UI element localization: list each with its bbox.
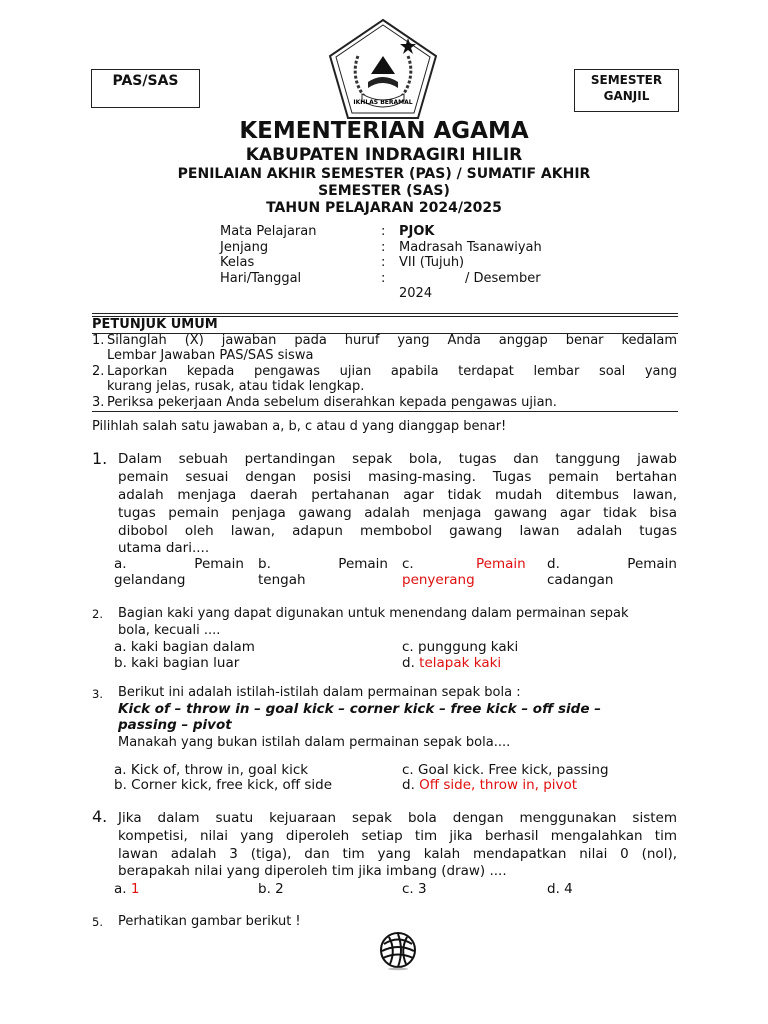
q1-line: dibobol oleh lawan, adapun membobol gawang lawan adalah tugas [118, 523, 677, 539]
q3-option-c[interactable]: c. Goal kick. Free kick, passing [402, 762, 609, 778]
regency-subtitle: KABUPATEN INDRAGIRI HILIR [245, 145, 523, 165]
info-value-level: Madrasah Tsanawiyah [399, 240, 542, 255]
q4-number: 4. [92, 807, 108, 826]
q3-option-d-answer: Off side, throw in, pivot [419, 777, 578, 793]
info-label-subject: Mata Pelajaran [220, 224, 317, 239]
q2-option-d-letter: d. [402, 655, 415, 671]
q3-intro: Berikut ini adalah istilah-istilah dalam permainan sepak bola : [118, 685, 521, 700]
instruction-2-line2: kurang jelas, rusak, atau tidak lengkap. [107, 379, 365, 394]
info-label-class: Kelas [220, 255, 255, 270]
q2-option-d-answer: telapak kaki [419, 655, 502, 671]
info-colon: : [381, 271, 386, 286]
q2-line1: Bagian kaki yang dapat digunakan untuk menendang dalam permainan sepak [118, 606, 629, 621]
instruction-1-line1: Silanglah (X) jawaban pada huruf yang Anda anggap benar kedalam [107, 333, 677, 348]
pas-sas-label: PAS/SAS [91, 69, 200, 108]
info-value-subject: PJOK [399, 224, 435, 239]
info-colon: : [381, 224, 386, 239]
instruction-2-line1: Laporkan kepada pengawas ujian apabila terdapat lembar soal yang [107, 364, 677, 379]
info-value-date: / Desember [465, 271, 541, 286]
q4-option-a-letter: a. [114, 881, 127, 897]
exam-title-line2: SEMESTER (SAS) [318, 183, 450, 199]
instructions-title: PETUNJUK UMUM [92, 317, 218, 332]
q2-option-b[interactable]: b. kaki bagian luar [114, 655, 240, 671]
q1-option-b-cont: tengah [258, 572, 306, 588]
q1-option-a-cont: gelandang [114, 572, 186, 588]
q4-line: kompetisi, nilai yang diperoleh setiap tim jika berhasil mengalahkan tim [118, 828, 677, 844]
q2-number: 2. [92, 607, 103, 621]
q1-line: Dalam sebuah pertandingan sepak bola, tugas dan tanggung jawab [118, 451, 677, 467]
info-label-date: Hari/Tanggal [220, 271, 302, 286]
rule-top [92, 313, 678, 314]
q4-line: Jika dalam suatu kejuaraan sepak bola dengan menggunakan sistem [118, 810, 677, 826]
instruction-num-2: 2. [92, 364, 105, 379]
q1-line: adalah menjaga daerah pertahanan agar tidak mudah ditembus lawan, [118, 487, 677, 503]
choose-instruction: Pilihlah salah satu jawaban a, b, c atau d yang dianggap benar! [92, 419, 507, 434]
q3-option-d[interactable] [402, 777, 577, 793]
q3-option-a[interactable]: a. Kick of, throw in, goal kick [114, 762, 309, 778]
info-colon: : [381, 240, 386, 255]
instruction-num-3: 3. [92, 395, 105, 410]
ministry-title: KEMENTERIAN AGAMA [239, 118, 529, 144]
q2-option-d[interactable] [402, 655, 501, 671]
q4-option-b[interactable]: b. 2 [258, 881, 284, 897]
q4-option-c[interactable]: c. 3 [402, 881, 427, 897]
logo-motto: IKHLAS BERAMAL [353, 99, 413, 106]
semester-line1: SEMESTER [590, 73, 663, 87]
q5-text: Perhatikan gambar berikut ! [118, 914, 301, 929]
q3-terms-line2: passing – pivot [118, 717, 232, 733]
q4-option-a-answer: 1 [130, 881, 140, 897]
instruction-1-line2: Lembar Jawaban PAS/SAS siswa [107, 348, 314, 363]
q3-option-d-letter: d. [402, 777, 415, 793]
sepak-takraw-ball-image [376, 931, 420, 971]
kemenag-logo [326, 16, 440, 122]
exam-title-line1: PENILAIAN AKHIR SEMESTER (PAS) / SUMATIF AKHIR [177, 166, 591, 182]
q1-line: tugas pemain penjaga gawang adalah menjaga gawang agar tidak bisa [118, 505, 677, 521]
q3-option-b[interactable]: b. Corner kick, free kick, off side [114, 777, 333, 793]
q2-option-c[interactable]: c. punggung kaki [402, 639, 519, 655]
q1-option-a[interactable]: a. Pemain [114, 556, 244, 572]
q4-option-d[interactable]: d. 4 [547, 881, 573, 897]
semester-line2: GANJIL [603, 89, 650, 103]
instruction-num-1: 1. [92, 333, 105, 348]
q1-option-d[interactable]: d. Pemain [547, 556, 677, 572]
rule-bottom [92, 411, 678, 412]
q2-line2: bola, kecuali .... [118, 623, 221, 638]
q2-option-a[interactable]: a. kaki bagian dalam [114, 639, 255, 655]
q3-question: Manakah yang bukan istilah dalam permainan sepak bola.... [118, 735, 511, 750]
q1-line: utama dari.... [118, 540, 210, 556]
instruction-3-line1: Periksa pekerjaan Anda sebelum diserahkan kepada pengawas ujian. [107, 395, 557, 410]
info-colon: : [381, 255, 386, 270]
q1-option-c[interactable]: c. [402, 556, 414, 572]
q1-option-c-cont: penyerang [402, 572, 475, 588]
academic-year: TAHUN PELAJARAN 2024/2025 [266, 200, 502, 216]
info-value-class: VII (Tujuh) [399, 255, 465, 270]
semester-label [574, 69, 679, 112]
q1-line: pemain sesuai dengan posisi masing-masing. Tugas pemain bertahan [118, 469, 677, 485]
q4-line: lawan adalah 3 (tiga), dan tim yang kalah mendapatkan nilai 0 (nol), [118, 846, 677, 862]
info-value-year: 2024 [399, 286, 433, 301]
q4-option-a[interactable] [114, 881, 139, 897]
q1-number: 1. [92, 449, 108, 468]
q3-terms-line1: Kick of – throw in – goal kick – corner kick – free kick – off side – [118, 701, 601, 717]
info-label-level: Jenjang [220, 240, 269, 255]
q5-number: 5. [92, 915, 103, 929]
q1-option-c-answer: Pemain [476, 556, 526, 572]
q4-line: berapakah nilai yang diperoleh tim jika imbang (draw) .... [118, 863, 507, 879]
q1-option-b[interactable]: b. Pemain [258, 556, 388, 572]
q3-number: 3. [92, 687, 103, 701]
q1-option-d-cont: cadangan [547, 572, 614, 588]
